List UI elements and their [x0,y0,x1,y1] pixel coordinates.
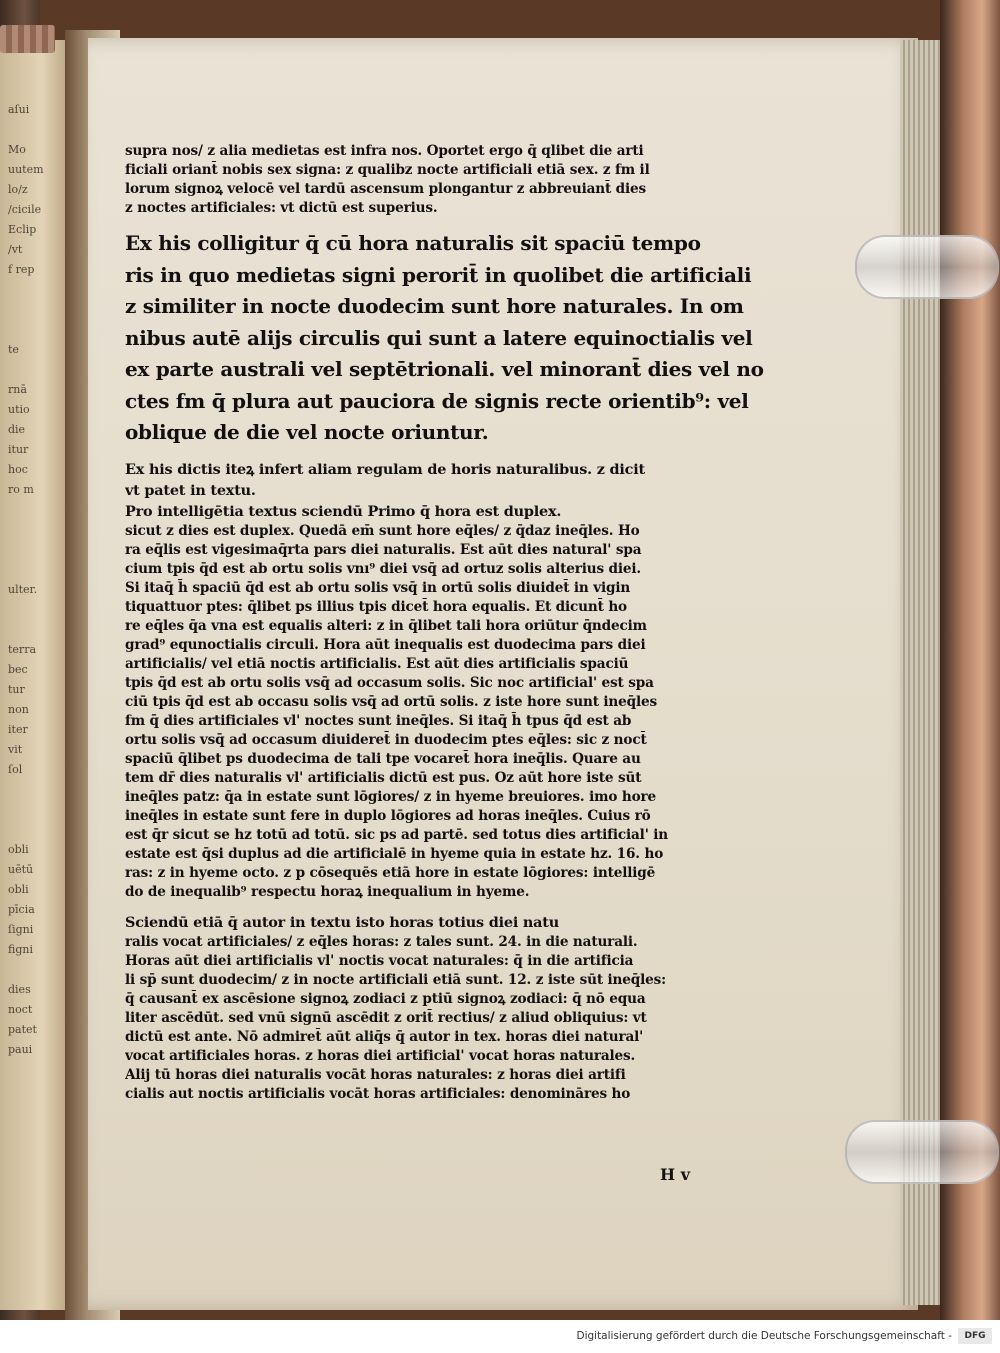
text-line: Horas aūt diei artificialis vl' noctis vocat naturales: q̄ in die artificia [125,952,634,969]
page-text-block [125,142,765,1104]
text-line: Ex his colligitur q̄ cū hora naturalis sit spaciū tempo [125,231,701,255]
text-line: ex parte australi vel septētrionali. vel minorant̄ dies vel no [125,357,764,381]
text-line: ra eq̄lis est vigesimaq̄rta pars diei naturalis. Est aūt dies natural' spa [125,541,642,558]
text-line: est q̄r sicut se hz totū ad totū. sic ps ad partē. sed totus dies artificial' in [125,826,669,843]
text-line: fm q̄ dies artificiales vl' noctes sunt ineq̄les. Si itaq̄ h̄ tpus q̄d est ab [125,712,632,729]
paragraph-gap [125,449,765,459]
text-line: z similiter in nocte duodecim sunt hore naturales. In om [125,294,744,318]
text-line: oblique de die vel nocte oriuntur. [125,420,489,444]
text-line: liter ascēdūt. sed vnū signū ascēdit z orit̄ rectius/ z aliud obliquius: vt [125,1009,647,1026]
text-line: nibus autē alijs circulis qui sunt a latere equinoctialis vel [125,325,753,350]
left-page-margin-text: aſui Mo uutem lo/z /cicile Eclip /vt f rep te rnā utio die itur hoc ro m ulter. terra bec tur non iter vit ſol obli uētū obli pīcia ſigni figni dies noct patet paui [8,103,44,1056]
text-line: ficiali oriant̄ nobis sex signa: z qualibz nocte artificiali etiā sex. z fm il [125,162,650,178]
text-line: ctes fm q̄ plura aut pauciora de signis recte orientib⁹: vel [125,388,749,413]
glass-clamp-bottom [845,1120,999,1184]
text-line: vocat artificiales horas. z horas diei artificial' vocat horas naturales. [125,1047,636,1064]
paragraph-gap [125,902,765,912]
text-line: Pro intelligētia textus sciendū Primo q̄ hora est duplex. [125,502,562,520]
text-line: ortu solis vsq̄ ad occasum diuideret̄ in duodecim ptes eq̄les: sic z noct̄ [125,731,647,748]
signature-mark: H v [660,1165,690,1184]
text-line: ralis vocat artificiales/ z eq̄les horas: z tales sunt. 24. in die naturali. [125,933,638,950]
text-line: re eq̄les q̄a vna est equalis alteri: z in q̄libet tali hora oriūtur q̄ndecim [125,617,647,634]
text-line: lorum signoꝝ velocē vel tardū ascensum plongantur z abbreuiant̄ dies [125,181,647,197]
text-line: Alij tū horas diei naturalis vocāt horas naturales: z horas diei artifi [125,1066,626,1083]
footer-bar [0,1320,1000,1353]
paragraph-gap [125,218,765,228]
text-line: estate est q̄si duplus ad die artificialē in hyeme quia in estate hz. 16. ho [125,845,664,862]
page-edges [900,40,945,1305]
text-line: Sciendū etiā q̄ autor in textu isto horas totius diei natu [125,913,560,931]
dfg-logo-icon: DFG [958,1328,992,1344]
text-line: z noctes artificiales: vt dictū est superius. [125,200,438,216]
text-line: tiquattuor ptes: q̄libet ps illius tpis dicet̄ hora equalis. Et dicunt̄ ho [125,598,627,615]
text-line: spaciū q̄libet ps duodecima de tali tpe vocaret̄ hora ineq̄lis. Quare au [125,750,641,767]
glass-clamp-top [855,235,999,299]
text-line: li sp̄ sunt duodecim/ z in nocte artificiali etiā sunt. 12. z iste sūt ineq̄les: [125,971,667,988]
text-line: cium tpis q̄d est ab ortu solis vnı⁹ diei vsq̄ ad ortuz solis alterius diei. [125,560,642,577]
text-line: ris in quo medietas signi perorit̄ in quolibet die artificiali [125,262,752,287]
text-line: dictū est ante. Nō admiret̄ aūt aliq̄s q̄ autor in tex. horas diei natural' [125,1028,644,1045]
text-line: q̄ causant̄ ex ascēsione signoꝝ zodiaci z ptiū signoꝝ zodiaci: q̄ nō equa [125,990,646,1007]
text-line: do de inequalib⁹ respectu horaꝝ inequalium in hyeme. [125,883,530,900]
text-line: cialis aut noctis artificialis vocāt horas artificiales: denomināres ho [125,1085,631,1102]
text-line: Ex his dictis iteꝝ infert aliam regulam de horis naturalibus. z dicit [125,460,645,478]
text-line: vt patet in textu. [125,481,256,499]
text-line: ciū tpis q̄d est ab occasu solis vsq̄ ad ortū solis. z iste hore sunt ineq̄les [125,693,658,710]
text-line: ineq̄les in estate sunt fere in duplo lōgiores ad horas ineq̄les. Cuius rō [125,807,651,824]
left-page-edge [0,40,70,1310]
text-line: ineq̄les patz: q̄a in estate sunt lōgiores/ z in hyeme breuiores. imo hore [125,788,656,805]
text-line: artificialis/ vel etiā noctis artificialis. Est aūt dies artificialis spaciū [125,655,629,672]
text-line: grad⁹ equnoctialis circuli. Hora aūt inequalis est duodecima pars diei [125,636,646,653]
text-line: tem dr̄ dies naturalis vl' artificialis dictū est pus. Oz aūt hore iste sūt [125,769,642,786]
text-line: tpis q̄d est ab ortu solis vsq̄ ad occasum solis. Sic noc artificial' est spa [125,674,654,691]
text-line: ras: z in hyeme octo. z p cōsequēs etiā hore in estate lōgiores: intelligē [125,864,656,881]
text-line: sicut z dies est duplex. Quedā em̄ sunt hore eq̄les/ z q̄daz ineq̄les. Ho [125,522,640,539]
text-line: Si itaq̄ h̄ spaciū q̄d est ab ortu solis vsq̄ in ortū solis diuidet̄ in vigin [125,579,631,596]
spine-band [0,25,55,53]
text-line: supra nos/ z alia medietas est infra nos. Oportet ergo q̄ qlibet die arti [125,143,644,159]
footer-credit: Digitalisierung gefördert durch die Deutsche Forschungsgemeinschaft - [576,1330,952,1342]
